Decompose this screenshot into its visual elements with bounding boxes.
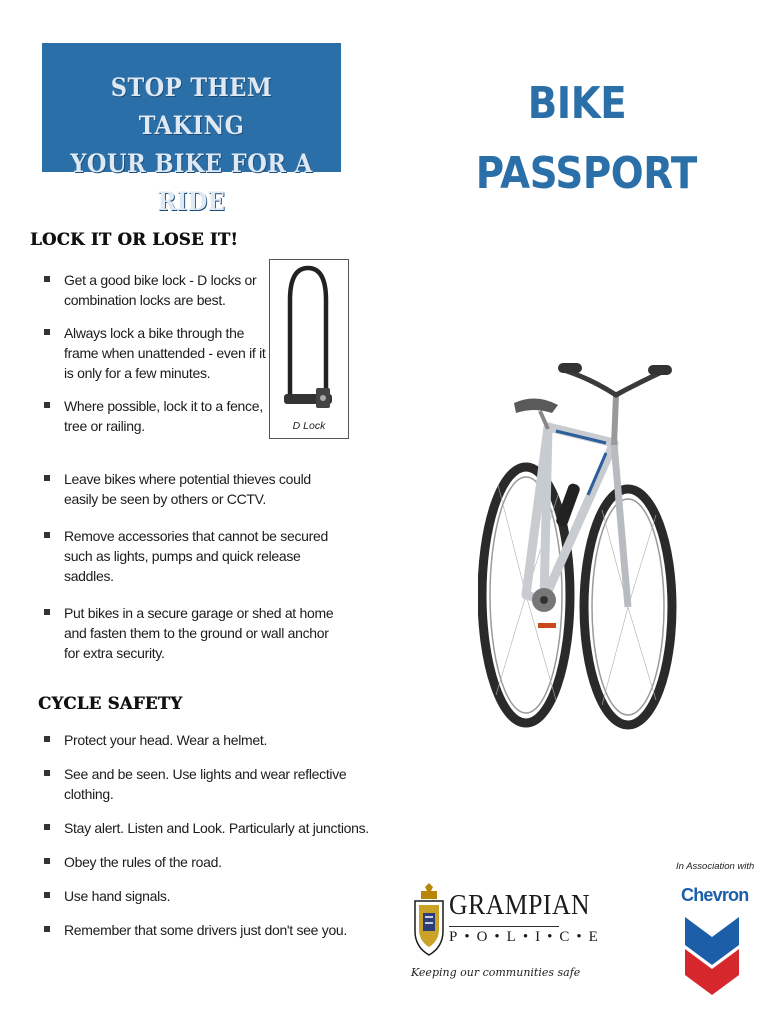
- list-item: [40, 526, 345, 586]
- list-item: [40, 469, 345, 509]
- safety-section-heading: CYCLE SAFETY: [38, 694, 183, 713]
- association-text: In Association with: [676, 861, 755, 872]
- bullet-icon: [44, 926, 50, 932]
- list-item-text: Obey the rules of the road.: [64, 854, 222, 870]
- bullet-icon: [44, 736, 50, 742]
- title-line-2: PASSPORT: [475, 148, 697, 199]
- list-item: [40, 920, 380, 940]
- list-item: [40, 730, 380, 750]
- bullet-icon: [44, 532, 50, 538]
- list-item: [40, 818, 380, 838]
- police-name: GRAMPIAN: [449, 890, 591, 921]
- bullet-icon: [44, 770, 50, 776]
- bullet-icon: [44, 858, 50, 864]
- list-item-text: Stay alert. Listen and Look. Particularly at junctions.: [64, 820, 369, 836]
- lock-list-bottom: [40, 469, 345, 675]
- bullet-icon: [44, 402, 50, 408]
- list-item-text: Put bikes in a secure garage or shed at home and fasten them to the ground or wall anchor for extra security.: [64, 605, 334, 661]
- list-item-text: Remove accessories that cannot be secured such as lights, pumps and quick release saddles.: [64, 528, 328, 584]
- police-subtitle: P•O•L•I•C•E: [449, 926, 559, 948]
- banner-line-1: STOP THEM TAKING: [110, 73, 273, 140]
- list-item-text: Remember that some drivers just don't see you.: [64, 922, 348, 938]
- list-item: [40, 270, 270, 310]
- list-item-text: Get a good bike lock - D locks or combination locks are best.: [64, 272, 257, 308]
- list-item: [40, 396, 270, 436]
- list-item-text: Protect your head. Wear a helmet.: [64, 732, 268, 748]
- bullet-icon: [44, 609, 50, 615]
- bullet-icon: [44, 329, 50, 335]
- list-item: [40, 886, 380, 906]
- bullet-icon: [44, 892, 50, 898]
- title-line-1: BIKE: [527, 78, 627, 129]
- bullet-icon: [44, 276, 50, 282]
- d-lock-icon: [270, 260, 348, 438]
- d-lock-figure: [269, 259, 349, 439]
- list-item-text: Where possible, lock it to a fence, tree or railing.: [64, 398, 263, 434]
- bicycle-image: [478, 355, 678, 730]
- list-item-text: Leave bikes where potential thieves could easily be seen by others or CCTV.: [64, 471, 311, 507]
- lock-list-top: [40, 270, 270, 448]
- list-item-text: See and be seen. Use lights and wear reflective clothing.: [64, 766, 347, 802]
- lock-section-heading: LOCK IT OR LOSE IT!: [30, 230, 238, 249]
- grampian-police-crest-icon: [411, 883, 447, 959]
- d-lock-caption: D Lock: [292, 420, 326, 432]
- bullet-icon: [44, 475, 50, 481]
- banner-line-2: YOUR BIKE FOR A RIDE: [70, 149, 313, 216]
- safety-list: [40, 730, 380, 952]
- list-item: [40, 764, 380, 804]
- sponsor-name: Chevron: [681, 885, 749, 905]
- list-item: [40, 603, 345, 663]
- list-item: [40, 852, 380, 872]
- list-item: [40, 323, 270, 383]
- list-item-text: Use hand signals.: [64, 888, 171, 904]
- banner: [42, 43, 341, 216]
- list-item-text: Always lock a bike through the frame when unattended - even if it is only for a few minutes.: [64, 325, 266, 381]
- police-tagline: Keeping our communities safe: [411, 966, 581, 979]
- bullet-icon: [44, 824, 50, 830]
